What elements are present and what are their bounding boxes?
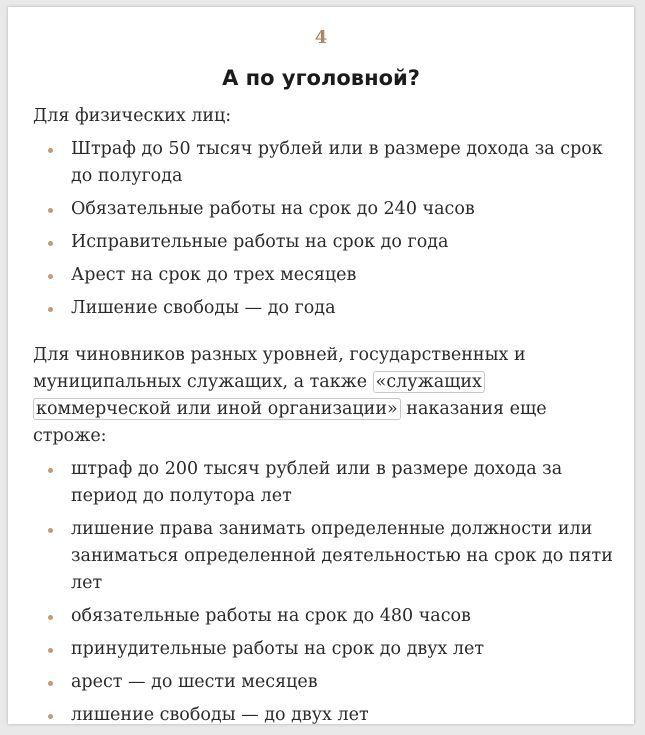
officials-list — [33, 456, 613, 729]
officials-intro-tail: наказания еще строже: — [33, 399, 547, 446]
list-item: Штраф до 50 тысяч рублей или в размере дохода за срок до полугода — [33, 136, 613, 190]
list-item: принудительные работы на срок до двух лет — [33, 636, 613, 663]
list-item: обязательные работы на срок до 480 часов — [33, 603, 613, 630]
card — [8, 7, 634, 724]
card-content — [33, 103, 613, 735]
card-number: 4 — [314, 27, 328, 48]
list-item: лишение права занимать определенные должности или заниматься определенной деятельностью на срок до пяти лет — [33, 516, 613, 597]
card-title: А по уголовной? — [222, 66, 420, 90]
list-item: Исправительные работы на срок до года — [33, 229, 613, 256]
individuals-list — [33, 136, 613, 322]
officials-intro — [33, 342, 613, 450]
list-item: лишение свободы — до двух лет — [33, 702, 613, 729]
officials-intro-text: Для чиновников разных уровней, государственных и муниципальных служащих, а также — [33, 345, 526, 392]
list-item: штраф до 200 тысяч рублей или в размере дохода за период до полутора лет — [33, 456, 613, 510]
list-item: арест — до шести месяцев — [33, 669, 613, 696]
list-item: Арест на срок до трех месяцев — [33, 262, 613, 289]
individuals-intro: Для физических лиц: — [33, 106, 232, 126]
list-item: Лишение свободы — до года — [33, 295, 613, 322]
list-item: Обязательные работы на срок до 240 часов — [33, 196, 613, 223]
law-quote-link[interactable]: «служащих коммерческой или иной организации» — [33, 371, 485, 420]
